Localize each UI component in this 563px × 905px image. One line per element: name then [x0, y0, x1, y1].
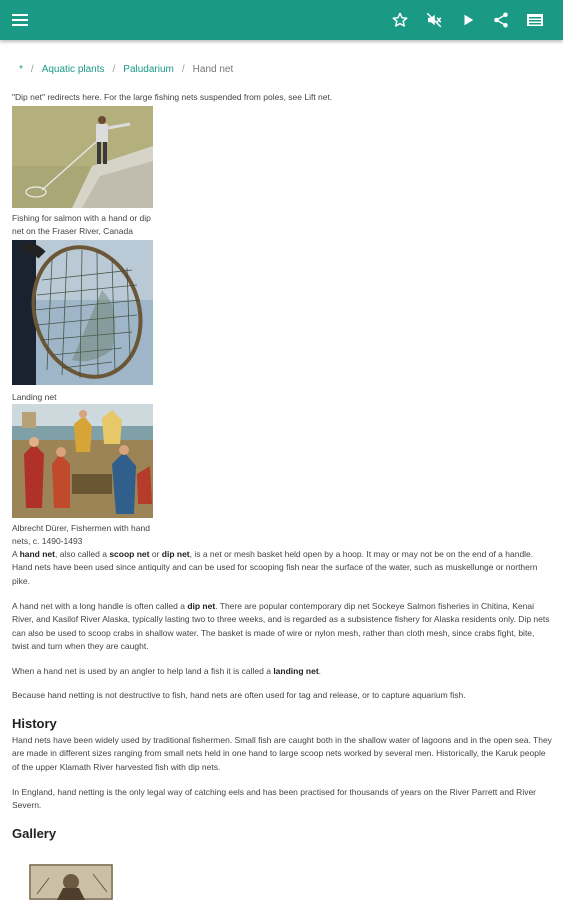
- breadcrumb: * / Aquatic plants / Paludarium / Hand net: [19, 64, 234, 75]
- volume-off-icon[interactable]: [422, 8, 446, 32]
- article-paragraph: A hand net with a long handle is often called a dip net. There are popular contemporary dip net Sockeye Salmon fisheries in Chitina, Kenai River, and Kasilof River Alaska, typically lasting two to three weeks, and is regarded as a subsistence fishery for Alaska residents only. Dip nets can also be used to scoop crabs in shallow water. The basket is made of wire or nylon mesh, rather than cloth mesh, since crabs fight, bite, twist and turn when they are caught.: [12, 601, 550, 651]
- figure-caption: Fishing for salmon with a hand or dip net on the Fraser River, Canada: [12, 213, 151, 236]
- breadcrumb-paludarium[interactable]: Paludarium: [123, 64, 174, 75]
- figure-salmon-fishing[interactable]: [12, 106, 153, 213]
- gallery-image[interactable]: [29, 864, 113, 905]
- breadcrumb-home[interactable]: *: [19, 64, 23, 75]
- figure-caption: Albrecht Dürer, Fishermen with hand nets, c. 1490-1493: [12, 523, 150, 546]
- share-icon[interactable]: [489, 8, 513, 32]
- section-heading-history: History: [12, 716, 57, 731]
- article-paragraph: In England, hand netting is the only legal way of catching eels and has been practised for thousands of years on the River Parrett and River Severn.: [12, 787, 537, 811]
- app-bar: [0, 0, 563, 40]
- article-paragraph: A hand net, also called a scoop net or dip net, is a net or mesh basket held open by a hoop. It may or may not be on the end of a handle. Hand nets have been used since antiquity and can be used for scooping fish near the surface of the water, such as muskellunge or northern pike.: [12, 549, 538, 586]
- view-list-icon[interactable]: [523, 8, 547, 32]
- figure-caption: Landing net: [12, 392, 57, 402]
- star-icon[interactable]: [388, 8, 412, 32]
- article-paragraph: Because hand netting is not destructive to fish, hand nets are often used for tag and release, or to capture aquarium fish.: [12, 690, 466, 700]
- hatnote: "Dip net" redirects here. For the large fishing nets suspended from poles, see Lift net.: [12, 92, 333, 102]
- play-icon[interactable]: [456, 8, 480, 32]
- article-paragraph: Hand nets have been widely used by traditional fishermen. Small fish are caught both in the shallow water of lagoons and in the open sea. They are made in different sizes ranging from small nets held in one hand to large scoop nets worked by several men. Historically, the Karuk people of the upper Klamath River harvested fish with dip nets.: [12, 735, 552, 772]
- article-paragraph: When a hand net is used by an angler to help land a fish it is called a landing net.: [12, 666, 322, 676]
- figure-landing-net[interactable]: [12, 240, 153, 390]
- breadcrumb-aquatic-plants[interactable]: Aquatic plants: [41, 64, 105, 75]
- figure-durer-painting[interactable]: [12, 404, 153, 523]
- hamburger-menu-icon[interactable]: [8, 8, 32, 32]
- section-heading-gallery: Gallery: [12, 826, 57, 841]
- breadcrumb-current: Hand net: [192, 64, 234, 75]
